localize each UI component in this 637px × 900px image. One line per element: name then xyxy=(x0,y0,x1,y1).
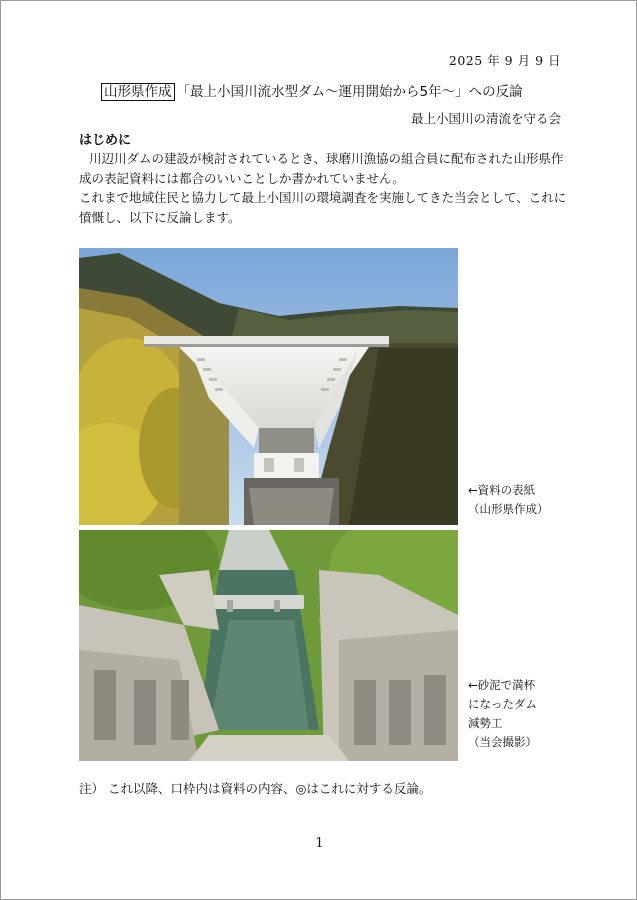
organization-name: 最上小国川の清流を守る会 xyxy=(410,111,561,126)
caption-line: 減勢工 xyxy=(468,716,503,730)
document-title xyxy=(101,80,523,100)
silted-dissipator-illustration xyxy=(79,530,458,761)
title-boxed-label: 山形県作成 xyxy=(101,83,175,101)
dam-cover-photo xyxy=(79,248,458,525)
document-date: 2025 年 9 月 9 日 xyxy=(448,53,561,68)
dissipator-photo-caption xyxy=(468,676,537,752)
title-text: 「最上小国川流水型ダム～運用開始から5年～」への反論 xyxy=(176,84,523,100)
intro-paragraph-1: 川辺川ダムの建設が検討されているとき、球磨川漁協の組合員に配布された山形県作成の表記資料には都合のいいことしか書かれていません。 xyxy=(79,151,564,186)
intro-paragraph-2: これまで地域住民と協力して最上小国川の環境調査を実施してきた当会として、これに憤慨し、以下に反論します。 xyxy=(79,190,567,225)
cover-photo-caption xyxy=(468,481,549,519)
caption-line: になったダム xyxy=(468,697,537,711)
dam-cover-illustration xyxy=(79,248,458,525)
caption-line: （当会撮影） xyxy=(468,735,537,749)
caption-line: （山形県作成） xyxy=(468,502,549,516)
footnote: 注） これ以降、口枠内は資料の内容、◎はこれに対する反論。 xyxy=(79,781,432,796)
silted-dissipator-photo xyxy=(79,530,458,761)
caption-line: ←資料の表紙 xyxy=(468,483,536,497)
intro-heading: はじめに xyxy=(79,133,132,148)
caption-line: ←砂泥で満杯 xyxy=(468,678,536,692)
page-number: 1 xyxy=(315,836,324,851)
